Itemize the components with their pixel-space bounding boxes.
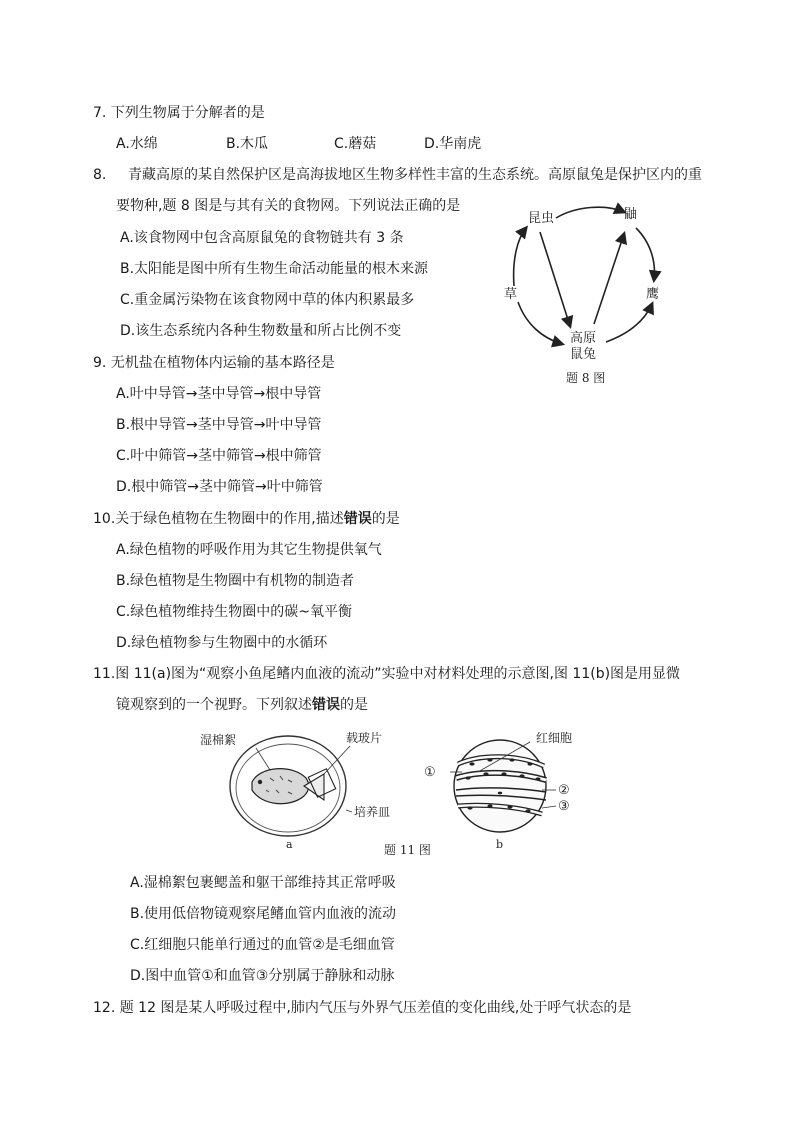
arrow-grass-to-insect — [514, 228, 526, 286]
node-eagle: 鹰 — [646, 287, 660, 302]
label-petri-dish: 培养皿 — [354, 805, 391, 819]
q9-stem: 9. 无机盐在植物体内运输的基本路径是 — [93, 355, 335, 371]
arrow-frog-to-eagle — [636, 228, 654, 280]
node-pika-line1: 高原 — [570, 331, 597, 346]
arrow-grass-to-pika — [518, 302, 562, 344]
q9-option-c: C.叶中筛管→茎中筛管→根中筛管 — [116, 448, 322, 464]
arrow-pika-to-frog — [594, 234, 624, 324]
q9-option-b: B.根中导管→茎中导管→叶中导管 — [116, 417, 322, 433]
label-glass-slide: 载玻片 — [346, 731, 383, 745]
fish-eye — [258, 780, 262, 784]
arrow-insect-to-frog — [556, 207, 624, 218]
fish-body — [252, 769, 309, 804]
q9-option-d: D.根中筛管→茎中筛管→叶中筛管 — [116, 479, 323, 495]
label-red-blood-cell: 红细胞 — [536, 731, 573, 745]
q7-option-b: B.木瓜 — [226, 136, 269, 152]
q11-option-b: B.使用低倍物镜观察尾鳍血管内血液的流动 — [130, 906, 397, 922]
fish-tail-figure — [200, 724, 640, 864]
q8-number: 8. — [93, 167, 107, 183]
q10-option-a: A.绿色植物的呼吸作用为其它生物提供氧气 — [116, 542, 382, 558]
q8-stem-line1: 青藏高原的某自然保护区是高海拔地区生物多样性丰富的生态系统。高原鼠兔是保护区内的重 — [128, 167, 702, 183]
q10-stem-text: 10.关于绿色植物在生物圈中的作用,描述 — [93, 511, 344, 527]
node-pika-line2: 鼠兔 — [570, 347, 597, 362]
sub-label-b: b — [496, 838, 504, 851]
q11-option-d: D.图中血管①和血管③分别属于静脉和动脉 — [130, 968, 395, 984]
q10-option-b: B.绿色植物是生物圈中有机物的制造者 — [116, 573, 355, 589]
label-vessel-1: ① — [424, 765, 436, 780]
q10-option-d: D.绿色植物参与生物圈中的水循环 — [116, 635, 328, 651]
q11-option-c: C.红细胞只能单行通过的血管②是毛细血管 — [130, 937, 395, 953]
q11-stem-emphasis: 错误 — [312, 697, 340, 713]
q11-stem-line1: 11.图 11(a)图为“观察小鱼尾鳍内血液的流动”实验中对材料处理的示意图,图 11(b)图是用显微 — [93, 666, 681, 682]
q10-option-c: C.绿色植物维持生物圈中的碳~氧平衡 — [116, 604, 352, 620]
q10-stem — [93, 509, 400, 529]
q8-option-c: C.重金属污染物在该食物网中草的体内积累最多 — [120, 292, 415, 308]
q11-stem-line2 — [116, 695, 368, 715]
arrow-pika-to-eagle — [606, 304, 652, 342]
q7-option-c: C.蘑菇 — [334, 136, 377, 152]
q11-stem-text: 镜观察到的一个视野。下列叙述 — [116, 697, 312, 713]
q7-option-a: A.水绵 — [116, 136, 158, 152]
q9-option-a: A.叶中导管→茎中导管→根中导管 — [116, 386, 322, 402]
q10-stem-tail: 的是 — [371, 511, 400, 527]
q8-stem-line2: 要物种,题 8 图是与其有关的食物网。下列说法正确的是 — [116, 198, 461, 214]
q12-stem: 12. 题 12 图是某人呼吸过程中,肺内气压与外界气压差值的变化曲线,处于呼气状态的是 — [93, 1000, 632, 1016]
node-frog: 鼬 — [624, 207, 638, 222]
q11-stem-tail: 的是 — [340, 697, 368, 713]
label-vessel-2: ② — [558, 783, 570, 798]
q8-option-a: A.该食物网中包含高原鼠兔的食物链共有 3 条 — [120, 230, 404, 246]
figure-8-caption: 题 8 图 — [566, 371, 606, 385]
q8-option-d: D.该生态系统内各种生物数量和所占比例不变 — [120, 323, 402, 339]
node-grass: 草 — [504, 287, 518, 302]
q10-stem-emphasis: 错误 — [343, 511, 372, 527]
q7-option-d: D.华南虎 — [424, 136, 482, 152]
q8-option-b: B.太阳能是图中所有生物生命活动能量的根木来源 — [120, 261, 429, 277]
petri-dish-diagram — [200, 730, 390, 851]
q7-stem: 7. 下列生物属于分解者的是 — [93, 105, 265, 121]
q11-option-a: A.湿棉絮包裹鳃盖和躯干部维持其正常呼吸 — [130, 875, 396, 891]
label-vessel-3: ③ — [558, 799, 570, 814]
label-wet-cotton: 湿棉絮 — [200, 733, 237, 747]
node-insect: 昆虫 — [528, 211, 555, 226]
sub-label-a: a — [286, 838, 293, 851]
figure-11-caption: 题 11 图 — [384, 843, 431, 857]
food-web-figure — [496, 198, 676, 388]
microscope-field-diagram — [424, 731, 572, 851]
arrow-insect-to-pika — [540, 232, 570, 326]
